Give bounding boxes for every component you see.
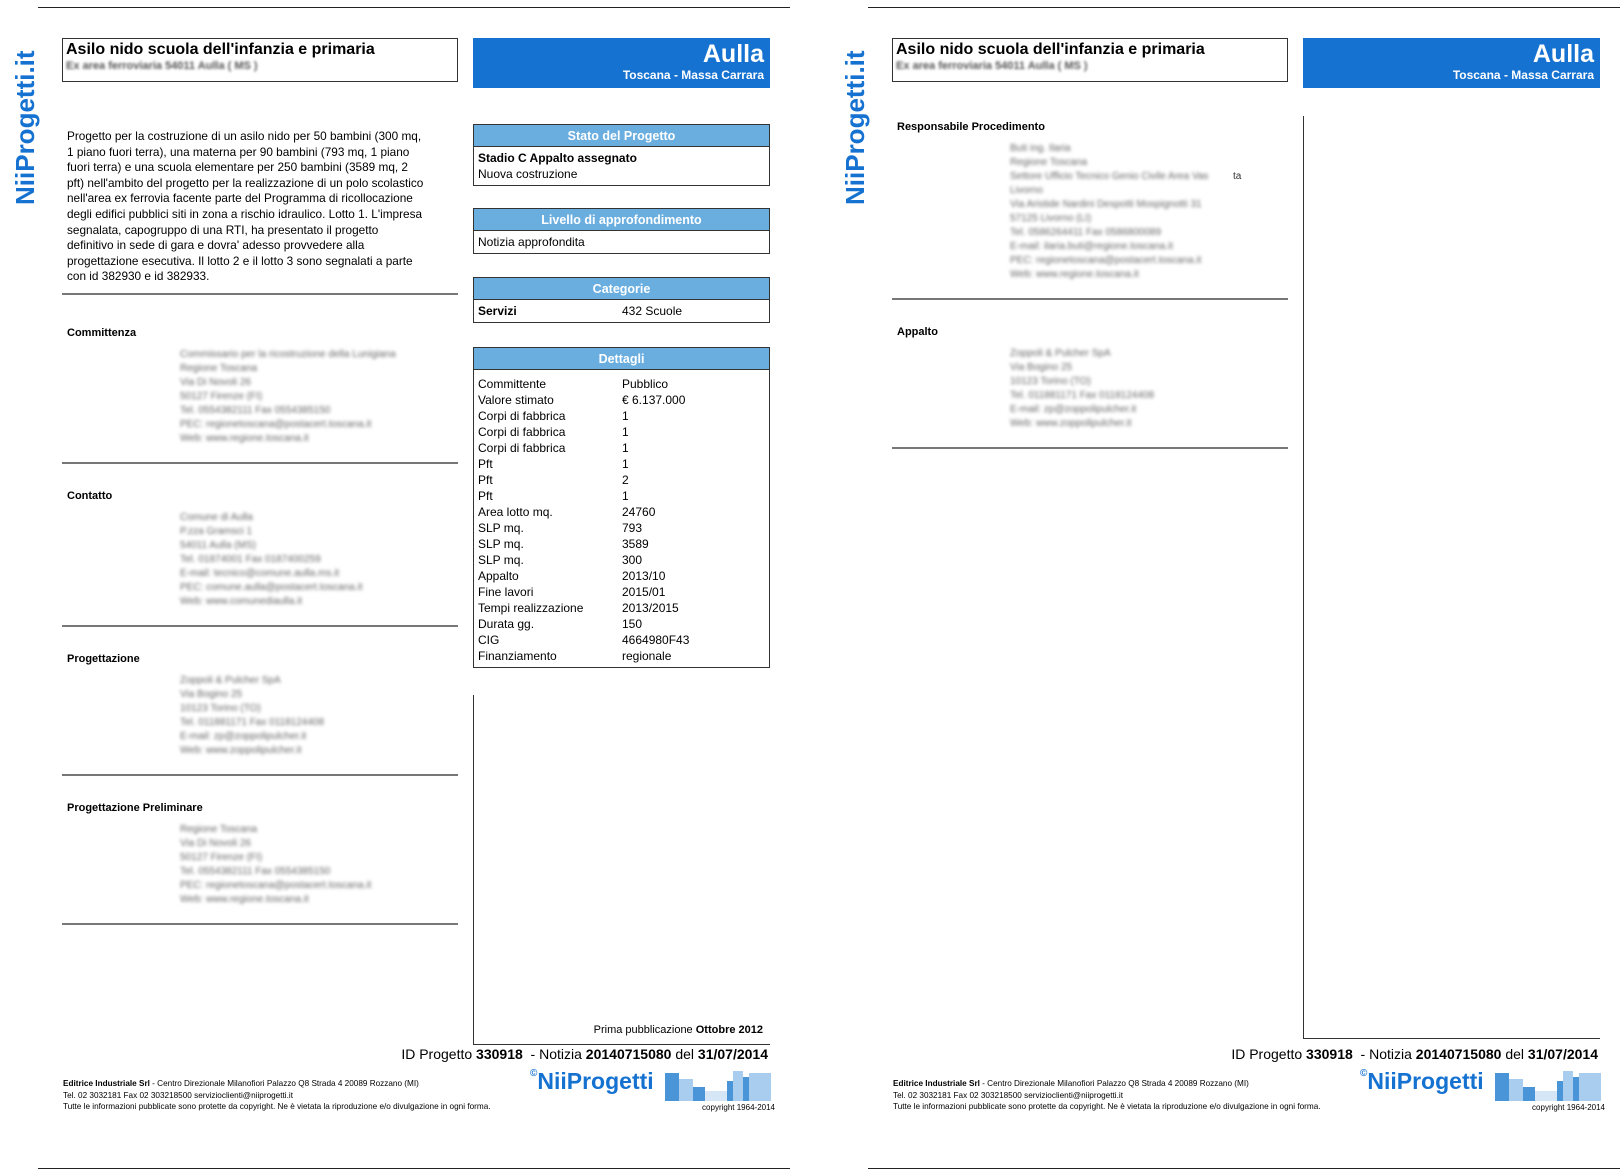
divider xyxy=(62,293,458,295)
description-line: progettazione esecutiva. Il lotto 2 e il lotto 3 sono segnalati a parte xyxy=(67,253,413,268)
region-name: Toscana - Massa Carrara xyxy=(1452,68,1594,82)
section-label-contatto: Contatto xyxy=(67,490,113,502)
dettagli-value: 3589 xyxy=(622,537,649,551)
footer-info: Editrice Industriale Srl - Centro Direzionale Milanofiori Palazzo Q8 Strada 4 20089 Rozzano (MI) Tel. 02 3032181 Fax 02 303218500 servizioclienti@niiprogetti.it Tutte le informazioni pubblicate sono protette da copyright. Ne è vietata la riproduzione e/o divulgazione in ogni forma. xyxy=(63,1079,491,1111)
divider xyxy=(62,774,458,776)
project-title: Asilo nido scuola dell'infanzia e primaria xyxy=(896,41,1205,58)
dettagli-row xyxy=(478,600,765,616)
page-1 xyxy=(0,0,790,1170)
dettagli-key: Corpi di fabbrica xyxy=(478,425,566,439)
top-rule xyxy=(38,7,790,8)
dettagli-row xyxy=(478,520,765,536)
vertical-logo-text: NiiProgetti.it xyxy=(840,50,870,205)
dettagli-row xyxy=(478,376,765,392)
footer-logo-text: ©NiiProgetti xyxy=(530,1068,654,1094)
dettagli-key: Pft xyxy=(478,457,493,471)
dettagli-key: SLP mq. xyxy=(478,521,524,535)
buildings-icon xyxy=(1493,1069,1605,1103)
project-subtitle: Ex area ferroviaria 54011 Aulla ( MS ) xyxy=(66,60,258,72)
dettagli-key: SLP mq. xyxy=(478,553,524,567)
description-line: segnalata, capogruppo di una RTI, ha presentato il progetto xyxy=(67,222,379,237)
description-line: degli edifici pubblici siti in zona a rischio idraulico. Lotto 1. L'impresa xyxy=(67,206,423,221)
dettagli-header: Dettagli xyxy=(474,348,769,370)
dettagli-key: Durata gg. xyxy=(478,617,535,631)
first-publication: Prima pubblicazione Ottobre 2012 xyxy=(593,1024,763,1036)
footer-copyright: copyright 1964-2014 xyxy=(702,1103,775,1112)
page-2 xyxy=(830,0,1620,1170)
stato-header: Stato del Progetto xyxy=(474,125,769,147)
dettagli-key: Fine lavori xyxy=(478,585,534,599)
responsabile-tail: ta xyxy=(1233,171,1242,182)
categorie-box xyxy=(473,277,770,323)
dettagli-value: 1 xyxy=(622,425,629,439)
categorie-key: Servizi xyxy=(478,304,517,318)
top-rule xyxy=(868,7,1620,8)
dettagli-row xyxy=(478,632,765,648)
project-description xyxy=(67,129,449,285)
project-subtitle: Ex area ferroviaria 54011 Aulla ( MS ) xyxy=(896,60,1088,72)
dettagli-value: 1 xyxy=(622,457,629,471)
dettagli-value: 793 xyxy=(622,521,643,535)
dettagli-box xyxy=(473,347,770,668)
bottom-rule xyxy=(38,1168,790,1169)
section-label-progettazione: Progettazione xyxy=(67,653,140,665)
stato-value: Stadio C Appalto assegnato xyxy=(478,151,637,165)
livello-box xyxy=(473,208,770,254)
project-title: Asilo nido scuola dell'infanzia e primaria xyxy=(66,41,375,58)
dettagli-value: 1 xyxy=(622,409,629,423)
dettagli-row xyxy=(478,440,765,456)
dettagli-key: CIG xyxy=(478,633,500,647)
dettagli-key: Committente xyxy=(478,377,547,391)
divider xyxy=(62,462,458,464)
dettagli-value: 1 xyxy=(622,441,629,455)
dettagli-row xyxy=(478,472,765,488)
dettagli-row xyxy=(478,552,765,568)
dettagli-value: 1 xyxy=(622,489,629,503)
vertical-brand-logo xyxy=(4,40,44,210)
section-label-appalto: Appalto xyxy=(897,326,938,338)
appalto-details: Zoppoli & Pulcher SpA Via Bogino 25 10123 Torino (TO) Tel. 011881171 Fax 0118124408 E-mail: zp@zoppolipulcher.it Web: www.zoppolipulcher.it xyxy=(1010,348,1155,429)
dettagli-key: Pft xyxy=(478,473,493,487)
dettagli-value: 2 xyxy=(622,473,629,487)
dettagli-row xyxy=(478,408,765,424)
dettagli-key: Finanziamento xyxy=(478,649,557,663)
dettagli-value: 4664980F43 xyxy=(622,633,690,647)
dettagli-key: Area lotto mq. xyxy=(478,505,553,519)
dettagli-key: Pft xyxy=(478,489,493,503)
progettazione-details: Zoppoli & Pulcher SpA Via Bogino 25 10123 Torino (TO) Tel. 011881171 Fax 0118124408 E-mail: zp@zoppolipulcher.it Web: www.zoppolipulcher.it xyxy=(180,675,325,756)
footer-logo xyxy=(530,1066,775,1116)
livello-value: Notizia approfondita xyxy=(478,235,585,249)
dettagli-row xyxy=(478,488,765,504)
description-line: 1 piano fuori terra), una materna per 90 bambini (793 mq, 1 piano xyxy=(67,144,410,159)
region-name: Toscana - Massa Carrara xyxy=(622,68,764,82)
description-line: nell'area ex ferrovia facente parte del Programma di ricollocazione xyxy=(67,191,413,206)
footer-logo-text: ©NiiProgetti xyxy=(1360,1068,1484,1094)
section-label-committenza: Committenza xyxy=(67,327,137,339)
description-line: Progetto per la costruzione di un asilo nido per 50 bambini (300 mq, xyxy=(67,129,422,143)
footer-logo xyxy=(1360,1066,1605,1116)
dettagli-value: 2015/01 xyxy=(622,585,666,599)
dettagli-key: Corpi di fabbrica xyxy=(478,441,566,455)
dettagli-key: Tempi realizzazione xyxy=(478,601,584,615)
categorie-header: Categorie xyxy=(474,278,769,300)
divider xyxy=(892,447,1288,449)
description-line: definitivo in sede di gara e dovra' adesso provvedere alla xyxy=(67,238,365,253)
divider xyxy=(62,625,458,627)
dettagli-row xyxy=(478,616,765,632)
dettagli-value: regionale xyxy=(622,649,672,663)
stato-type: Nuova costruzione xyxy=(478,167,578,181)
stato-progetto-box xyxy=(473,124,770,186)
section-label-responsabile: Responsabile Procedimento xyxy=(897,121,1045,133)
dettagli-value: 24760 xyxy=(622,505,656,519)
dettagli-row xyxy=(478,536,765,552)
notes-area xyxy=(473,695,770,1045)
livello-header: Livello di approfondimento xyxy=(474,209,769,231)
description-line: pft) nell'ambito del progetto per la realizzazione di un polo scolastico xyxy=(67,175,424,190)
dettagli-key: Appalto xyxy=(478,569,519,583)
dettagli-value: 2013/2015 xyxy=(622,601,679,615)
bottom-rule xyxy=(868,1168,1620,1169)
committenza-details: Commissario per la ricostruzione della Lunigiana Regione Toscana Via Di Novoli 26 50127 Firenze (FI) Tel. 0554382111 Fax 0554385150 PEC: regionetoscana@postacert.toscana.it Web: www.regione.toscana.it xyxy=(180,349,396,444)
dettagli-key: Corpi di fabbrica xyxy=(478,409,566,423)
footer-info: Editrice Industriale Srl - Centro Direzionale Milanofiori Palazzo Q8 Strada 4 20089 Rozzano (MI) Tel. 02 3032181 Fax 02 303218500 servizioclienti@niiprogetti.it Tutte le informazioni pubblicate sono protette da copyright. Ne è vietata la riproduzione e/o divulgazione in ogni forma. xyxy=(893,1079,1321,1111)
city-name: Aulla xyxy=(1532,40,1594,68)
divider xyxy=(62,923,458,925)
dettagli-value: 2013/10 xyxy=(622,569,666,583)
dettagli-row xyxy=(478,424,765,440)
dettagli-row xyxy=(478,584,765,600)
notes-area xyxy=(1303,116,1600,1039)
description-line: con id 382930 e id 382933. xyxy=(67,269,210,284)
footer-copyright: copyright 1964-2014 xyxy=(1532,1103,1605,1112)
city-box xyxy=(473,38,770,88)
buildings-icon xyxy=(663,1069,775,1103)
dettagli-row xyxy=(478,456,765,472)
dettagli-key: SLP mq. xyxy=(478,537,524,551)
progettazione-preliminare-details: Regione Toscana Via Di Novoli 26 50127 Firenze (FI) Tel. 0554382111 Fax 0554385150 PEC: regionetoscana@postacert.toscana.it Web: www.regione.toscana.it xyxy=(180,824,372,905)
dettagli-value: Pubblico xyxy=(622,377,669,391)
title-box xyxy=(62,38,458,82)
description-line: fuori terra) e una scuola elementare per 250 bambini (3589 mq, 2 xyxy=(67,160,408,175)
id-line: ID Progetto 330918 - Notizia 20140715080 del 31/07/2014 xyxy=(401,1046,768,1062)
city-box xyxy=(1303,38,1600,88)
dettagli-value: 300 xyxy=(622,553,643,567)
city-name: Aulla xyxy=(702,40,764,68)
dettagli-row xyxy=(478,392,765,408)
responsabile-details: Buti ing. Ilaria Regione Toscana Settore Ufficio Tecnico Genio Civile Area Vas Livorno Via Aristide Nardini Despotti Mospignotti 31 57125 Livorno (LI) Tel. 0586264411 Fax 0586800089 E-mail: ilaria.buti@regione.toscana.it PEC: regionetoscana@postacert.toscana.it Web: www.regione.toscana.it xyxy=(1010,143,1209,280)
contatto-details: Comune di Aulla P.zza Gramsci 1 54011 Aulla (MS) Tel. 01874001 Fax 0187400259 E-mail: tecnico@comune.aulla.ms.it PEC: comune.aulla@postacert.toscana.it Web: www.comunediaulla.it xyxy=(180,512,363,607)
categorie-value: 432 Scuole xyxy=(622,304,683,318)
vertical-logo-text: NiiProgetti.it xyxy=(10,50,40,205)
vertical-brand-logo xyxy=(834,40,874,210)
divider xyxy=(892,298,1288,300)
section-label-progettazione-preliminare: Progettazione Preliminare xyxy=(67,802,203,814)
id-line: ID Progetto 330918 - Notizia 20140715080 del 31/07/2014 xyxy=(1231,1046,1598,1062)
dettagli-row xyxy=(478,568,765,584)
dettagli-value: € 6.137.000 xyxy=(622,393,686,407)
title-box xyxy=(892,38,1288,82)
dettagli-row xyxy=(478,504,765,520)
dettagli-value: 150 xyxy=(622,617,643,631)
dettagli-row xyxy=(478,648,765,664)
dettagli-key: Valore stimato xyxy=(478,393,554,407)
